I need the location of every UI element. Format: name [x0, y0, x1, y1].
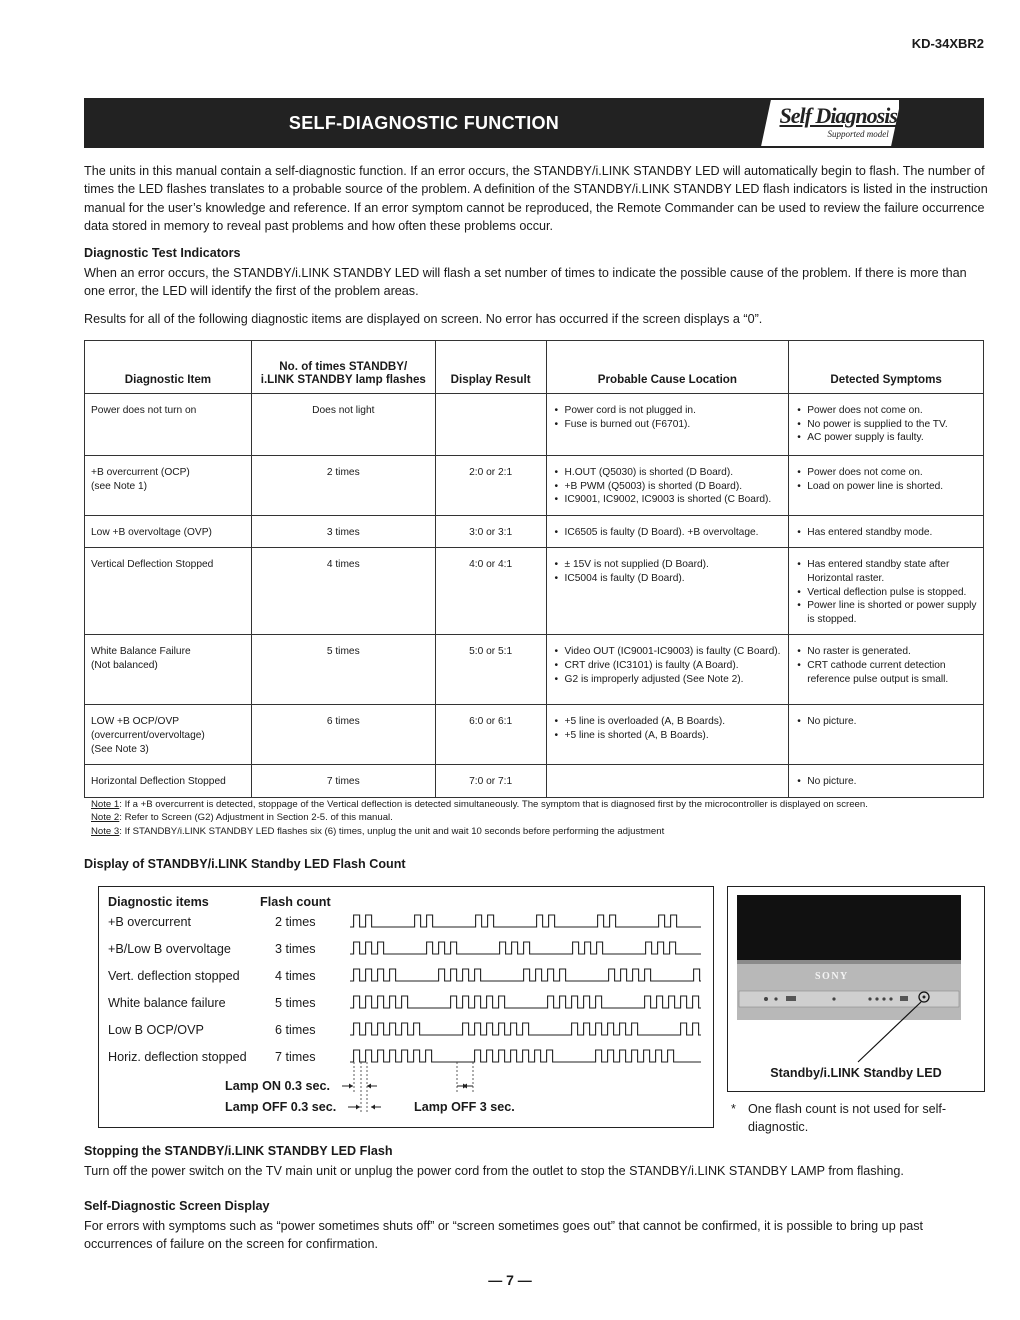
logo-sub-text: Supported model	[827, 129, 889, 139]
self-diagnosis-logo	[761, 100, 901, 146]
lamp-off-label: Lamp OFF 0.3 sec.	[225, 1100, 337, 1114]
lamp-off-long-label: Lamp OFF 3 sec.	[414, 1100, 515, 1114]
bullet-item: • No picture.	[795, 715, 977, 729]
item-line: LOW +B OCP/OVP	[91, 716, 180, 728]
footnote-star: *	[731, 1102, 736, 1116]
cell-diagnostic-item	[85, 705, 252, 765]
flash-row-count: 5 times	[275, 996, 316, 1010]
bullet-item: • Vertical deflection pulse is stopped.	[795, 586, 977, 600]
cell-detected-symptoms	[789, 635, 984, 705]
bullet-item: • Power cord is not plugged in.	[553, 404, 783, 418]
bullet-item: • AC power supply is faulty.	[795, 431, 977, 445]
bullet-item: • Has entered standby state after Horizontal raster.	[795, 558, 977, 585]
bullet-item: • Has entered standby mode.	[795, 526, 977, 540]
diagnostic-table	[84, 340, 984, 798]
arrow-head	[371, 1105, 375, 1110]
bullet-item: • +5 line is overloaded (A, B Boards).	[553, 715, 783, 729]
page-number: — 7 —	[488, 1272, 532, 1288]
cell-display-result: 3:0 or 3:1	[435, 515, 546, 548]
table-row	[85, 635, 984, 705]
note-2: Note 2: Refer to Screen (G2) Adjustment in Section 2-5. of this manual.	[91, 812, 393, 824]
header-display-result: Display Result	[435, 341, 546, 394]
stopping-heading: Stopping the STANDBY/i.LINK STANDBY LED Flash	[84, 1144, 393, 1158]
item-line: Low +B overvoltage (OVP)	[91, 526, 212, 538]
bullet-item: • ± 15V is not supplied (D Board).	[553, 558, 783, 572]
table-notes	[91, 798, 868, 838]
cell-diagnostic-item	[85, 515, 252, 548]
model-number: KD-34XBR2	[911, 36, 984, 51]
item-line: (overcurrent/overvoltage)	[91, 729, 205, 741]
cell-diagnostic-item	[85, 635, 252, 705]
page-title: SELF-DIAGNOSTIC FUNCTION	[288, 113, 560, 133]
cell-flash-count: 5 times	[251, 635, 435, 705]
flash-row-count: 2 times	[275, 915, 316, 929]
flash-row-count: 6 times	[275, 1023, 316, 1037]
bullet-item: • IC9001, IC9002, IC9003 is shorted (C Board).	[553, 493, 783, 507]
cell-diagnostic-item	[85, 394, 252, 456]
cell-display-result: 2:0 or 2:1	[435, 456, 546, 516]
flash-row-label: White balance failure	[108, 996, 226, 1010]
flash-row-label: Horiz. deflection stopped	[108, 1050, 247, 1064]
item-line: Power does not turn on	[91, 405, 197, 416]
table-row	[85, 548, 984, 635]
item-line: (See Note 3)	[91, 743, 149, 755]
cell-flash-count: Does not light	[251, 394, 435, 456]
header-detected-symptoms: Detected Symptoms	[789, 341, 984, 394]
pulse-train	[350, 1023, 701, 1035]
arrow-head	[356, 1105, 360, 1110]
cell-detected-symptoms	[789, 456, 984, 516]
pulse-waveforms	[99, 887, 713, 1127]
item-line: +B overcurrent (OCP)	[91, 467, 190, 478]
flash-row-label: Vert. deflection stopped	[108, 969, 240, 983]
header-flash-count	[251, 341, 435, 394]
arrow-head	[349, 1084, 353, 1089]
screen-display-body: For errors with symptoms such as “power sometimes shuts off” or “screen sometimes goes out” that cannot be confirmed, it is possible to bring up past occurrences of failure on the screen for confirmation.	[84, 1219, 923, 1252]
cell-display-result: 5:0 or 5:1	[435, 635, 546, 705]
led-location-figure	[727, 886, 985, 1092]
item-line: Horizontal Deflection Stopped	[91, 776, 226, 788]
cell-flash-count: 6 times	[251, 705, 435, 765]
bullet-item: • H.OUT (Q5030) is shorted (D Board).	[553, 466, 783, 480]
tv-front-illustration	[728, 887, 984, 1091]
cell-diagnostic-item	[85, 456, 252, 516]
footnote-text: One flash count is not used for self-diagnostic.	[748, 1102, 947, 1134]
bullet-item: • CRT cathode current detection reference pulse output is small.	[795, 659, 977, 686]
banner-end	[899, 98, 984, 148]
flash-row-label: Low B OCP/OVP	[108, 1023, 204, 1037]
cell-probable-cause	[546, 456, 789, 516]
cell-display-result: 4:0 or 4:1	[435, 548, 546, 635]
cell-probable-cause	[546, 515, 789, 548]
item-line: (see Note 1)	[91, 480, 148, 492]
cell-detected-symptoms	[789, 705, 984, 765]
bullet-item: • G2 is improperly adjusted (See Note 2).	[553, 673, 783, 687]
bullet-item: • Power does not come on.	[795, 404, 977, 418]
col-flash-count: Flash count	[260, 895, 331, 909]
cell-probable-cause	[546, 635, 789, 705]
bullet-item: • No power is supplied to the TV.	[795, 418, 977, 432]
cell-detected-symptoms	[789, 765, 984, 798]
item-line: White Balance Failure	[91, 646, 191, 658]
bullet-item: • CRT drive (IC3101) is faulty (A Board).	[553, 659, 783, 673]
sony-logo: SONY	[815, 971, 849, 982]
cell-detected-symptoms	[789, 515, 984, 548]
header-flash-count-line1: No. of times STANDBY/	[279, 359, 408, 373]
bullet-item: • IC5004 is faulty (D Board).	[553, 572, 783, 586]
flash-row-count: 7 times	[275, 1050, 316, 1064]
cell-flash-count: 4 times	[251, 548, 435, 635]
title-banner	[84, 98, 984, 148]
table-row	[85, 515, 984, 548]
table-row	[85, 394, 984, 456]
pulse-train	[350, 942, 701, 954]
cell-probable-cause	[546, 765, 789, 798]
bullet-item: • +B PWM (Q5003) is shorted (D Board).	[553, 480, 783, 494]
item-line: Vertical Deflection Stopped	[91, 559, 214, 571]
note-1: Note 1: If a +B overcurrent is detected, stoppage of the Vertical deflection is detected simultaneously. The symptom that is diagnosed first by the microcontroller is displayed on screen.	[91, 799, 868, 810]
bullet-item: • +5 line is shorted (A, B Boards).	[553, 729, 783, 743]
arrow-head	[367, 1084, 371, 1089]
bullet-item: • Load on power line is shorted.	[795, 480, 977, 494]
cell-detected-symptoms	[789, 548, 984, 635]
led-caption: Standby/i.LINK Standby LED	[770, 1066, 942, 1080]
results-note: Results for all of the following diagnostic items are displayed on screen. No error has occurred if the screen displays a “0”.	[84, 312, 763, 326]
header-probable-cause: Probable Cause Location	[546, 341, 789, 394]
stopping-body: Turn off the power switch on the TV main unit or unplug the power cord from the outlet to stop the STANDBY/i.LINK STANDBY LAMP from flashing.	[84, 1164, 904, 1178]
bullet-item: • Fuse is burned out (F6701).	[553, 418, 783, 432]
header-diagnostic-item: Diagnostic Item	[85, 341, 252, 394]
cell-probable-cause	[546, 394, 789, 456]
table-row	[85, 765, 984, 798]
screen-display-heading: Self-Diagnostic Screen Display	[84, 1199, 270, 1213]
flash-display-heading: Display of STANDBY/i.LINK Standby LED Flash Count	[84, 857, 406, 871]
cell-diagnostic-item	[85, 765, 252, 798]
bullet-item: • Video OUT (IC9001-IC9003) is faulty (C Board).	[553, 645, 783, 659]
table-row	[85, 456, 984, 516]
lamp-on-label: Lamp ON 0.3 sec.	[225, 1079, 330, 1093]
pulse-train	[350, 969, 701, 981]
flash-footnote	[731, 1100, 981, 1136]
note-3: Note 3: If STANDBY/i.LINK STANDBY LED flashes six (6) times, unplug the unit and wait 10 seconds before performing the adjustment	[91, 825, 665, 837]
cell-flash-count: 2 times	[251, 456, 435, 516]
pulse-train	[350, 915, 701, 927]
flash-row-label: +B/Low B overvoltage	[108, 942, 231, 956]
header-flash-count-line2: i.LINK STANDBY lamp flashes	[260, 373, 426, 387]
table-header-row	[85, 341, 984, 394]
flash-row-count: 3 times	[275, 942, 316, 956]
cell-display-result: 7:0 or 7:1	[435, 765, 546, 798]
bullet-item: • No picture.	[795, 775, 977, 789]
item-line: (Not balanced)	[91, 659, 158, 671]
flash-row-count: 4 times	[275, 969, 316, 983]
bullet-item: • Power does not come on.	[795, 466, 977, 480]
cell-flash-count: 7 times	[251, 765, 435, 798]
col-diagnostic-items: Diagnostic items	[108, 895, 209, 909]
cell-diagnostic-item	[85, 548, 252, 635]
bullet-item: • Power line is shorted or power supply is stopped.	[795, 599, 977, 626]
cell-display-result: 6:0 or 6:1	[435, 705, 546, 765]
flash-count-diagram	[98, 886, 714, 1128]
table-row	[85, 705, 984, 765]
pulse-train	[350, 1050, 701, 1062]
logo-main-text: Self Diagnosis	[779, 103, 897, 128]
cell-display-result	[435, 394, 546, 456]
cell-probable-cause	[546, 548, 789, 635]
pulse-train	[350, 996, 701, 1008]
cell-probable-cause	[546, 705, 789, 765]
bullet-item: • IC6505 is faulty (D Board). +B overvoltage.	[553, 526, 783, 540]
cell-detected-symptoms	[789, 394, 984, 456]
cell-flash-count: 3 times	[251, 515, 435, 548]
bullet-item: • No raster is generated.	[795, 645, 977, 659]
intro-paragraph: The units in this manual contain a self-diagnostic function. If an error occurs, the STANDBY/i.LINK STANDBY LED will automatically begin to flash. The number of times the LED flashes translates to a probable source of the problem. A definition of the STANDBY/i.LINK STANDBY LED flash indicators is listed in the instruction manual for the user’s knowledge and reference. If an error symptom cannot be reproduced, the Remote Commander can be used to review the failure occurrence data stored in memory to reveal past problems and how often these problems occur.	[84, 164, 988, 234]
test-indicators-body: When an error occurs, the STANDBY/i.LINK STANDBY LED will flash a set number of times to indicate the possible cause of the problem. If there is more than one error, the LED will identify the first of the problem areas.	[84, 266, 967, 299]
flash-row-label: +B overcurrent	[108, 915, 191, 929]
test-indicators-heading: Diagnostic Test Indicators	[84, 246, 241, 260]
